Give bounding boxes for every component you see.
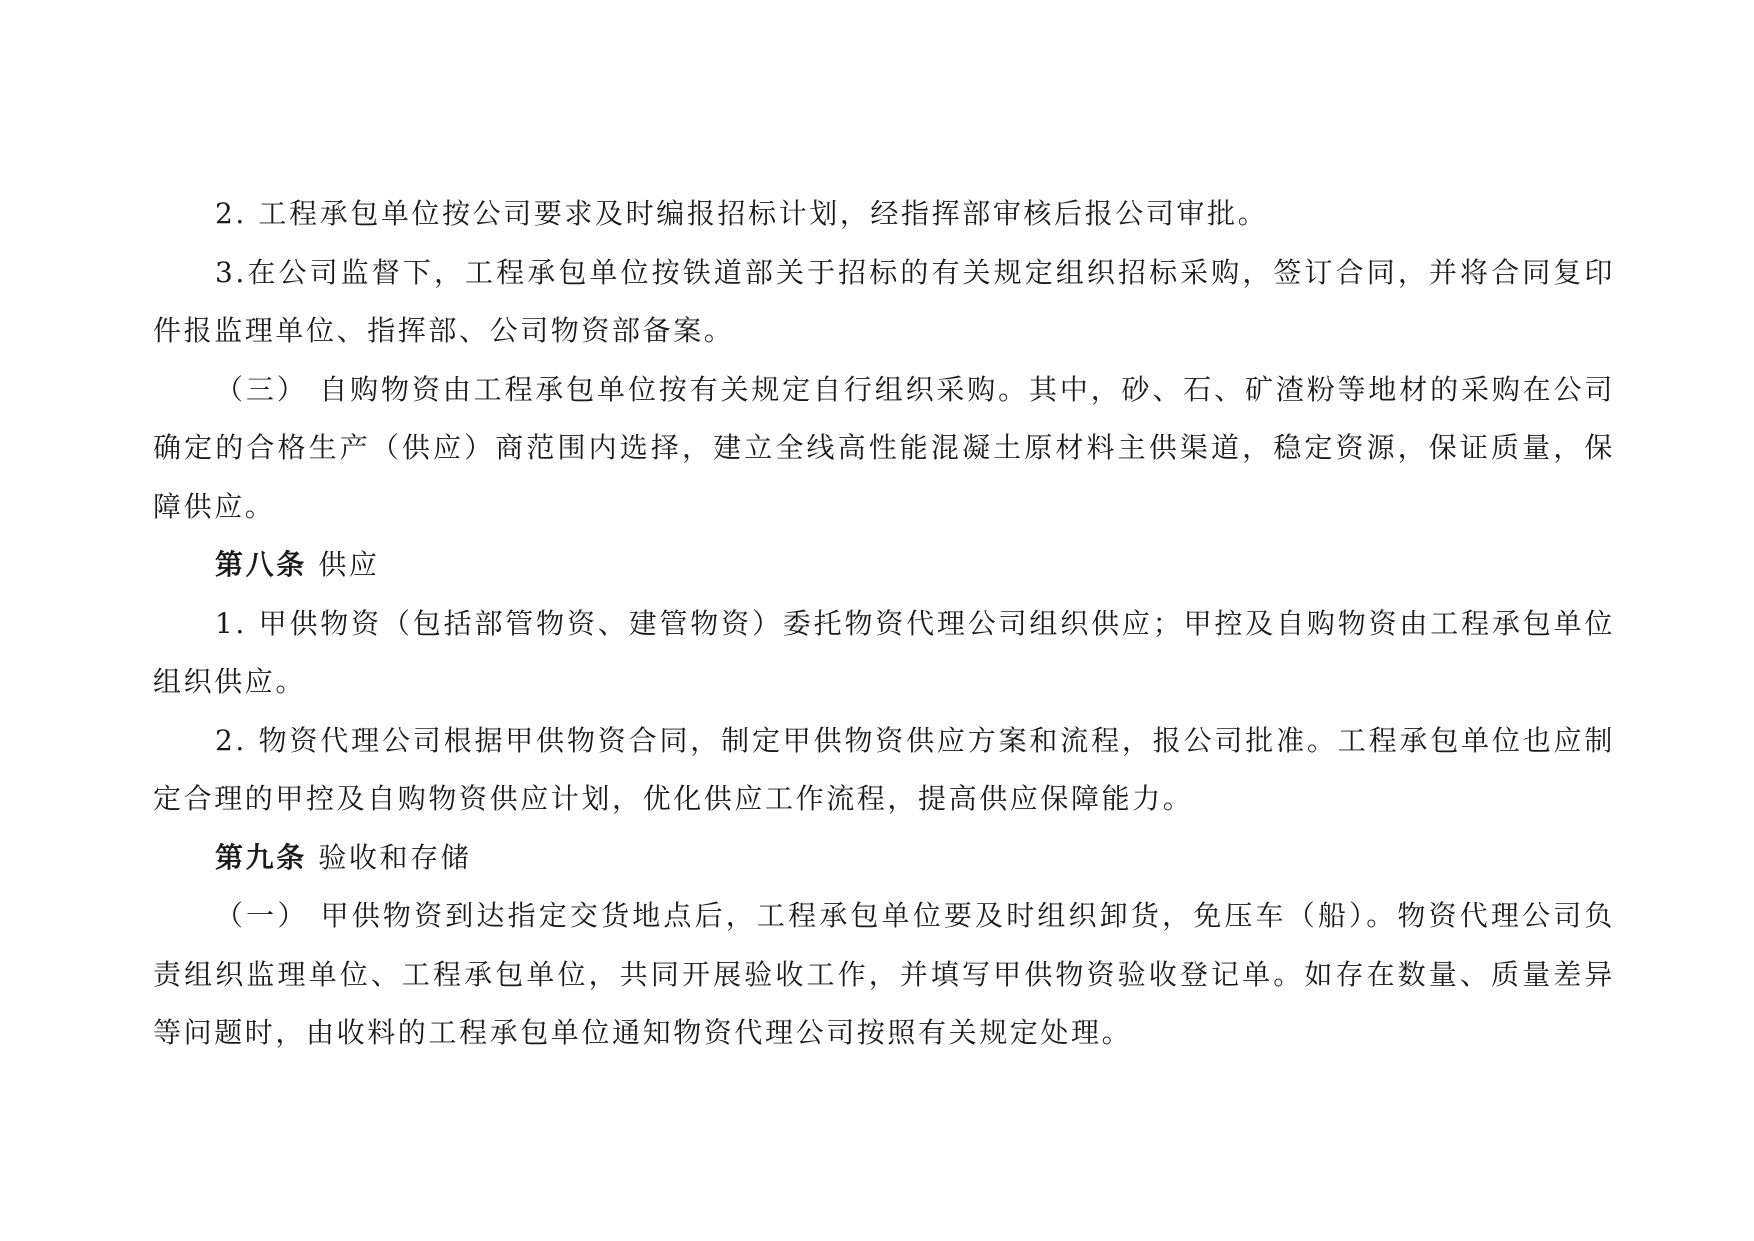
- paragraph-acceptance-1: （一） 甲供物资到达指定交货地点后，工程承包单位要及时组织卸货，免压车（船）。物资代理公司负责组织监理单位、工程承包单位，共同开展验收工作，并填写甲供物资验收登记单。如存在数量、质量差异等问题时，由收料的工程承包单位通知物资代理公司按照有关规定处理。: [153, 899, 1615, 1049]
- article-9-label: 第九条: [215, 840, 307, 874]
- article-9-title: 验收和存储: [318, 840, 472, 874]
- paragraph-supply-2: 2. 物资代理公司根据甲供物资合同，制定甲供物资供应方案和流程，报公司批准。工程承包单位也应制定合理的甲控及自购物资供应计划，优化供应工作流程，提高供应保障能力。: [153, 723, 1615, 815]
- paragraph-item-2: 2. 工程承包单位按公司要求及时编报招标计划，经指挥部审核后报公司审批。: [215, 197, 1269, 230]
- article-8-title: 供应: [318, 548, 380, 581]
- paragraph-supply-1: 1. 甲供物资（包括部管物资、建管物资）委托物资代理公司组织供应；甲控及自购物资由工程承包单位组织供应。: [153, 606, 1615, 698]
- article-8-heading: [153, 536, 1615, 595]
- paragraph-item-3: 3.在公司监督下，工程承包单位按铁道部关于招标的有关规定组织招标采购，签订合同，并将合同复印件报监理单位、指挥部、公司物资部备案。: [153, 255, 1615, 347]
- article-9-heading: [153, 829, 1615, 888]
- article-8-label: 第八条: [215, 548, 307, 581]
- paragraph-section-3: （三） 自购物资由工程承包单位按有关规定自行组织采购。其中，砂、石、矿渣粉等地材的采购在公司确定的合格生产（供应）商范围内选择，建立全线高性能混凝土原材料主供渠道，稳定资源，保证质量，保障供应。: [153, 372, 1615, 523]
- document-body: [153, 185, 1615, 1063]
